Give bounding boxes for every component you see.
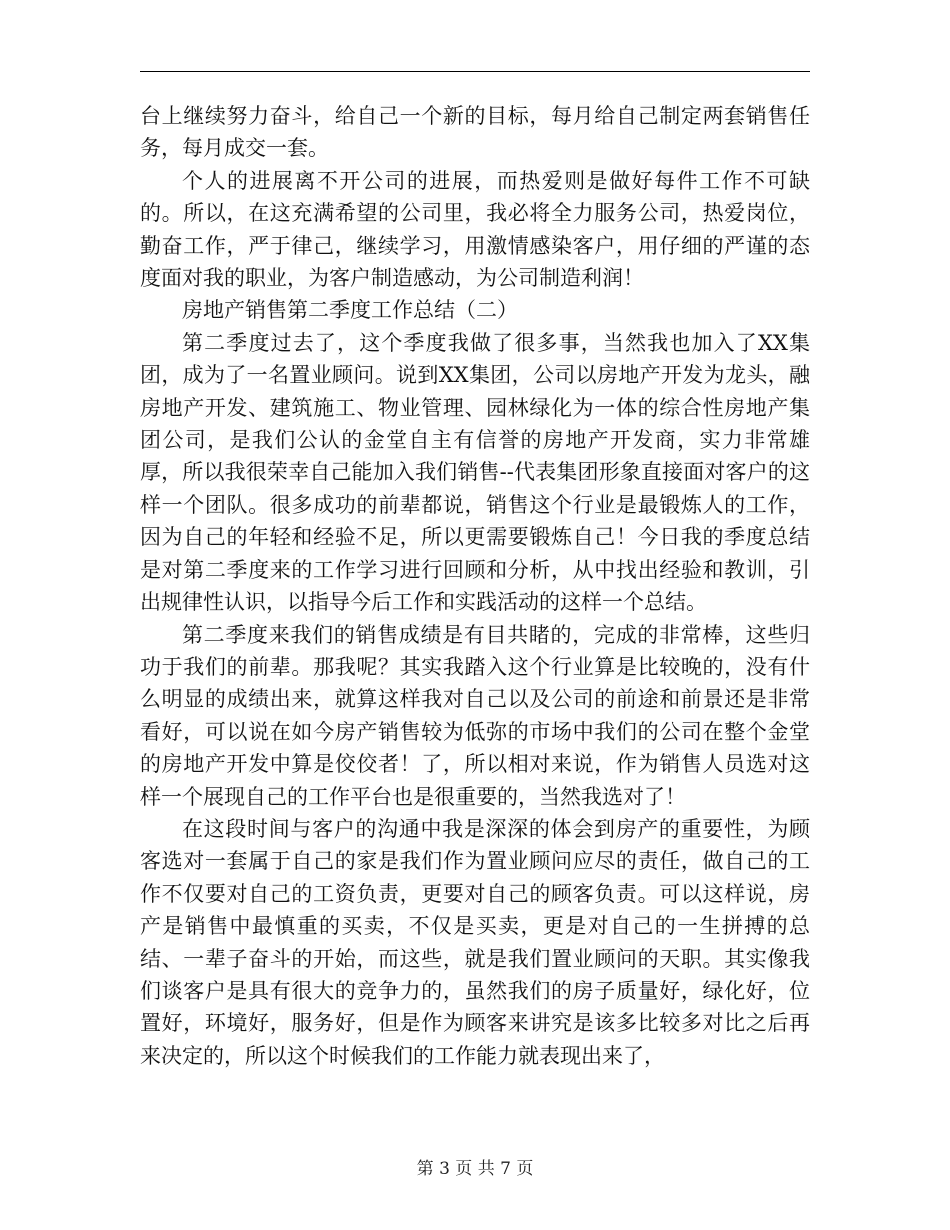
page-footer: 第 3 页 共 7 页 xyxy=(416,1159,534,1179)
header-rule xyxy=(140,71,810,72)
paragraph-1: 台上继续努力奋斗，给自己一个新的目标，每月给自己制定两套销售任务，每月成交一套。 xyxy=(140,104,810,161)
paragraph-4: 第二季度来我们的销售成绩是有目共睹的，完成的非常棒，这些归功于我们的前辈。那我呢？其实我踏入这个行业算是比较晚的，没有什么明显的成绩出来，就算这样我对自己以及公司的前途和前景还是非常看好，可以说在如今房产销售较为低弥的市场中我们的公司在整个金堂的房地产开发中算是佼佼者！了，所以相对来说，作为销售人员选对这样一个展现自己的工作平台也是很重要的，当然我选对了！ xyxy=(140,622,810,809)
section-heading: 房地产销售第二季度工作总结（二） xyxy=(182,298,518,323)
paragraph-5: 在这段时间与客户的沟通中我是深深的体会到房产的重要性，为顾客选对一套属于自己的家是我们作为置业顾问应尽的责任，做自己的工作不仅要对自己的工资负责，更要对自己的顾客负责。可以这样说，房产是销售中最慎重的买卖，不仅是买卖，更是对自己的一生拼搏的总结、一辈子奋斗的开始，而这些，就是我们置业顾问的天职。其实像我们谈客户是具有很大的竞争力的，虽然我们的房子质量好，绿化好，位置好，环境好，服务好，但是作为顾客来讲究是该多比较多对比之后再来决定的，所以这个时候我们的工作能力就表现出来了， xyxy=(140,816,810,1068)
paragraph-2: 个人的进展离不开公司的进展，而热爱则是做好每件工作不可缺的。所以，在这充满希望的公司里，我必将全力服务公司，热爱岗位，勤奋工作，严于律己，继续学习，用激情感染客户，用仔细的严谨的态度面对我的职业，为客户制造感动，为公司制造利润！ xyxy=(140,168,810,291)
body-text xyxy=(140,100,810,1072)
paragraph-3: 第二季度过去了，这个季度我做了很多事，当然我也加入了XX集团，成为了一名置业顾问。说到XX集团，公司以房地产开发为龙头，融房地产开发、建筑施工、物业管理、园林绿化为一体的综合性房地产集团公司，是我们公认的金堂自主有信誉的房地产开发商，实力非常雄厚，所以我很荣幸自己能加入我们销售--代表集团形象直接面对客户的这样一个团队。很多成功的前辈都说，销售这个行业是最锻炼人的工作，因为自己的年轻和经验不足，所以更需要锻炼自己！今日我的季度总结是对第二季度来的工作学习进行回顾和分析，从中找出经验和教训，引出规律性认识，以指导今后工作和实践活动的这样一个总结。 xyxy=(140,330,810,615)
